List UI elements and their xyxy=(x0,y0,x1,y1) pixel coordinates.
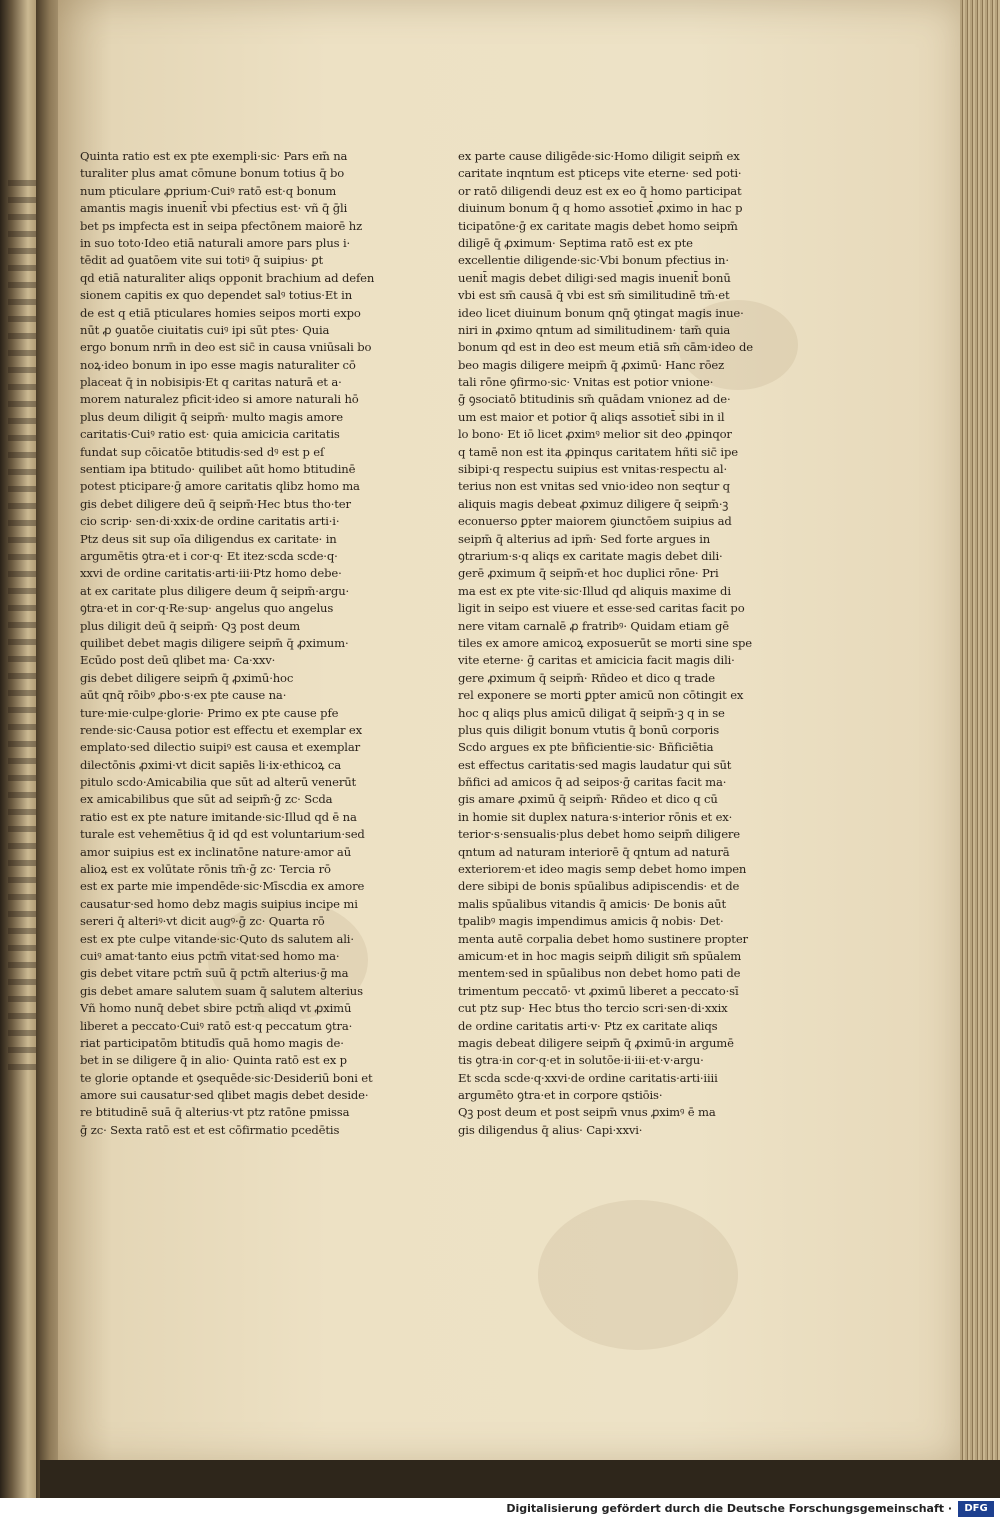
text-line: mentem·sed in spūalibus non debet homo pati de xyxy=(458,966,741,981)
text-line: aūt qnq̄ rōibꝰ ꝓbo·s·ex pte cause na· xyxy=(80,688,287,703)
text-line: tpalibꝰ magis impendimus amicis q̄ nobis· Det· xyxy=(458,914,724,929)
text-line: niri in ꝓximo qntum ad similitudinem· tam̄ quia xyxy=(458,322,731,337)
text-line: de est q etiā pticulares homies seipos morti expo xyxy=(80,305,361,320)
text-line: cio scrip· sen·di·xxix·de ordine caritatis arti·i· xyxy=(80,514,340,529)
text-line: ḡ ꝯsociatō btitudinis sm̄ quādam vnionez ad de· xyxy=(458,392,731,407)
text-line: est effectus caritatis·sed magis laudatur qui sūt xyxy=(458,757,732,772)
text-line: lo bono· Et iō licet ꝓximꝰ melior sit deo ꝓpinqor xyxy=(458,427,732,442)
text-line: diligē q̄ ꝓximum· Septima ratō est ex pte xyxy=(458,235,693,250)
text-line: plus quis diligit bonum vtutis q̄ bonū corporis xyxy=(458,722,720,737)
text-line: nere vitam carnalē ꝓ fratribꝰ· Quidam etiam gē xyxy=(458,618,729,633)
text-line: rel exponere se morti ꝑpter amicū non cōtingit ex xyxy=(458,688,744,703)
text-line: amore sui causatur·sed qlibet magis debet deside· xyxy=(80,1088,369,1103)
text-line: uenit̄ magis debet diligi·sed magis inuenit̄ bonū xyxy=(458,270,731,285)
text-line: turaliter plus amat cōmune bonum totius q̄ bo xyxy=(80,166,345,181)
text-line: tiles ex amore amicoꝝ exposuerūt se morti sine spe xyxy=(458,635,753,650)
text-line: bet ps impfecta est in seipa pfectōnem maiorē hz xyxy=(80,218,363,233)
text-line: gis debet diligere seipm̄ q̄ ꝓximū·hoc xyxy=(80,670,294,685)
text-line: plus deum diligit q̄ seipm̄· multo magis amore xyxy=(80,409,343,424)
text-line: ex parte cause diligēde·sic·Homo diligit seipm̄ ex xyxy=(458,149,740,163)
text-line: um est maior et potior q̄ aliqs assotiet̄ sibi in il xyxy=(458,409,725,424)
text-line: gerē ꝓximum q̄ seipm̄·et hoc duplici rōne· Pri xyxy=(458,566,719,581)
text-line: seipm̄ q̄ alterius ad ipm̄· Sed forte argues in xyxy=(458,531,711,546)
text-line: caritate inqntum est pticeps vite eterne· sed poti· xyxy=(458,166,742,181)
text-line: te glorie optande et ꝯsequēde·sic·Desideriū boni et xyxy=(80,1070,373,1085)
text-line: gis amare ꝓximū q̄ seipm̄· Rñdeo et dico q cū xyxy=(458,792,718,807)
text-line: ma est ex pte vite·sic·Illud qd aliquis maxime di xyxy=(458,583,731,598)
text-line: Ptz deus sit sup oīa diligendus ex caritate· in xyxy=(80,531,337,546)
digitization-credit: Digitalisierung gefördert durch die Deutsche Forschungsgemeinschaft · xyxy=(506,1502,952,1515)
text-line: Quinta ratio est ex pte exempli·sic· Pars em̄ na xyxy=(80,149,348,163)
text-line: ture·mie·culpe·glorie· Primo ex pte cause pfe xyxy=(80,705,339,720)
text-line: cuiꝰ amat·tanto eius pctm̄ vitat·sed homo ma· xyxy=(80,948,340,963)
text-line: vbi est sm̄ causā q̄ vbi est sm̄ similitudinē tm̄·et xyxy=(458,288,730,303)
dfg-logo: DFG xyxy=(958,1501,994,1517)
text-line: causatur·sed homo debz magis suipius incipe mi xyxy=(80,896,358,911)
text-line: argumēto ꝯtra·et in corpore qstiōis· xyxy=(458,1088,663,1103)
text-line: ligit in seipo est viuere et esse·sed caritas facit po xyxy=(458,601,745,616)
text-line: amor suipius est ex inclinatōne nature·amor aū xyxy=(80,844,352,859)
text-line: in homie sit duplex natura·s·interior rōnis et ex· xyxy=(458,809,733,824)
text-line: menta autē corpalia debet homo sustinere propter xyxy=(458,931,748,946)
text-line: malis spūalibus vitandis q̄ amicis· De bonis aūt xyxy=(458,896,726,911)
book-shadow xyxy=(40,1460,1000,1498)
text-line: ticipatōne·ḡ ex caritate magis debet homo seipm̄ xyxy=(458,218,738,233)
text-line: ratio est ex pte nature imitande·sic·Illud qd ē na xyxy=(80,809,357,824)
text-line: potest pticipare·ḡ amore caritatis qlibz homo ma xyxy=(80,479,360,494)
text-line: tali rōne ꝯfirmo·sic· Vnitas est potior vnione· xyxy=(458,375,714,390)
text-line: ideo licet diuinum bonum qnq̄ ꝯtingat magis inue· xyxy=(458,305,744,320)
text-line: bñfici ad amicos q̄ ad seipos·ḡ caritas facit ma· xyxy=(458,775,727,790)
text-line: pitulo scdo·Amicabilia que sūt ad alterū venerūt xyxy=(80,775,357,790)
text-line: sionem capitis ex quo dependet salꝰ totius·Et in xyxy=(80,288,353,303)
text-line: emplato·sed dilectio suipiꝰ est causa et exemplar xyxy=(80,740,360,755)
text-line: bonum qd est in deo est meum etiā sm̄ cām·ideo de xyxy=(458,340,753,355)
text-line: ergo bonum nrm̄ in deo est sic̄ in causa vniūsali bo xyxy=(80,340,372,355)
text-line: ꝯtra·et in cor·q·Re·sup· angelus quo angelus xyxy=(80,601,334,616)
text-line: xxvi de ordine caritatis·arti·iii·Ptz homo debe· xyxy=(80,566,342,581)
text-line: Ecūdo post deū qlibet ma· Ca·xxv· xyxy=(80,653,276,668)
text-column-left xyxy=(80,148,432,1139)
text-line: amicum·et in hoc magis seipm̄ diligit sm̄ spūalem xyxy=(458,948,742,963)
text-line: quilibet debet magis diligere seipm̄ q̄ ꝓximum· xyxy=(80,635,349,650)
text-line: terior·s·sensualis·plus debet homo seipm̄ diligere xyxy=(458,827,741,842)
text-line: Et scda scde·q·xxvi·de ordine caritatis·arti·iiii xyxy=(458,1070,718,1085)
text-line: dere sibipi de bonis spūalibus adipiscendis· et de xyxy=(458,879,740,894)
text-line: caritatis·Cuiꝰ ratio est· quia amicicia caritatis xyxy=(80,427,340,442)
text-line: beo magis diligere meipm̄ q̄ ꝓximū· Hanc rōez xyxy=(458,357,725,372)
text-line: gis debet vitare pctm̄ suū q̄ pctm̄ alterius·ḡ ma xyxy=(80,966,349,981)
text-line: tēdit ad ꝯuatōem vite sui totiꝰ q̄ suipius· ꝑt xyxy=(80,253,323,268)
text-line: Vñ homo nunq̄ debet sbire pctm̄ aliqd vt ꝓximū xyxy=(80,1001,352,1016)
text-line: liberet a peccato·Cuiꝰ ratō est·q peccatum ꝯtra· xyxy=(80,1018,353,1033)
facing-page-edge xyxy=(0,0,40,1498)
text-line: fundat sup cōicatōe btitudis·sed dꝰ est p eſ xyxy=(80,444,325,459)
text-line: or ratō diligendi deuz est ex eo q̄ homo participat xyxy=(458,183,742,198)
text-line: exteriorem·et ideo magis semp debet homo impen xyxy=(458,862,747,877)
text-line: Scdo argues ex pte bñficientie·sic· Bñficiētia xyxy=(458,740,714,755)
text-line: gere ꝓximum q̄ seipm̄· Rñdeo et dico q trade xyxy=(458,670,715,685)
text-line: nūt ꝓ ꝯuatōe ciuitatis cuiꝰ ipi sūt ptes· Quia xyxy=(80,322,330,337)
text-line: gis diligendus q̄ alius· Capi·xxvi· xyxy=(458,1122,643,1137)
text-line: amantis magis inuenit̄ vbi pfectius est· vñ q̄ ḡli xyxy=(80,201,348,216)
text-line: de ordine caritatis arti·v· Ptz ex caritate aliqs xyxy=(458,1018,718,1033)
text-line: sibipi·q respectu suipius est vnitas·respectu al· xyxy=(458,462,727,477)
text-line: placeat q̄ in nobisipis·Et q caritas naturā et a· xyxy=(80,375,342,390)
text-line: riat participatōm btitudīs quā homo magis de· xyxy=(80,1035,344,1050)
text-column-right xyxy=(458,148,810,1139)
text-line: ḡ zc· Sexta ratō est et est cōfirmatio pcedētis xyxy=(80,1122,340,1137)
text-line: sentiam ipa btitudo· quilibet aūt homo btitudinē xyxy=(80,462,356,477)
text-line: hoc q aliqs plus amicū diligat q̄ seipm̄·ꝫ q in se xyxy=(458,705,725,720)
text-line: tis ꝯtra·in cor·q·et in solutōe·ii·iii·et·v·argu· xyxy=(458,1053,704,1068)
text-line: re btitudinē suā q̄ alterius·vt ptz ratōne pmissa xyxy=(80,1105,350,1120)
text-line: diuinum bonum q̄ q homo assotiet̄ ꝓximo in hac p xyxy=(458,201,743,216)
text-line: noꝝ·ideo bonum in ipo esse magis naturaliter cō xyxy=(80,357,356,372)
text-line: dilectōnis ꝓximi·vt dicit sapiēs li·ix·ethicoꝝ ca xyxy=(80,757,341,772)
text-line: econuerso ꝑpter maiorem ꝯiunctōem suipius ad xyxy=(458,514,732,529)
text-line: rende·sic·Causa potior est effectu et exemplar ex xyxy=(80,722,362,737)
text-line: ex amicabilibus que sūt ad seipm̄·ḡ zc· Scda xyxy=(80,792,333,807)
text-line: ꝯtrarium·s·q aliqs ex caritate magis debet dili· xyxy=(458,548,723,563)
text-line: at ex caritate plus diligere deum q̄ seipm̄·argu· xyxy=(80,583,350,598)
text-line: plus diligit deū q̄ seipm̄· Qꝫ post deum xyxy=(80,618,300,633)
text-line: excellentie diligende·sic·Vbi bonum pfectius in· xyxy=(458,253,729,268)
text-line: gis debet diligere deū q̄ seipm̄·Hec btus tho·ter xyxy=(80,496,351,511)
page-block-edge xyxy=(960,0,1000,1498)
text-line: est ex parte mie impendēde·sic·Mīscdia ex amore xyxy=(80,879,365,894)
text-line: magis debeat diligere seipm̄ q̄ ꝓximū·in argumē xyxy=(458,1035,734,1050)
text-line: est ex pte culpe vitande·sic·Quto ds salutem ali· xyxy=(80,931,354,946)
text-line: vite eterne· ḡ caritas et amicicia facit magis dili· xyxy=(458,653,735,668)
text-line: turale est vehemētius q̄ id qd est voluntarium·sed xyxy=(80,827,365,842)
text-line: gis debet amare salutem suam q̄ salutem alterius xyxy=(80,983,363,998)
text-line: aliquis magis debeat ꝓximuz diligere q̄ seipm̄·ꝫ xyxy=(458,496,729,511)
text-line: terius non est vnitas sed vnio·ideo non seqtur q xyxy=(458,479,730,494)
text-line: num pticulare ꝓprium·Cuiꝰ ratō est·q bonum xyxy=(80,183,337,198)
text-line: morem naturalez pficit·ideo si amore naturali hō xyxy=(80,392,359,407)
text-line: trimentum peccatō· vt ꝓximū liberet a peccato·sī xyxy=(458,983,739,998)
text-line: bet in se diligere q̄ in alio· Quinta ratō est ex p xyxy=(80,1053,347,1068)
text-line: cut ptz sup· Hec btus tho tercio scri·sen·di·xxix xyxy=(458,1001,728,1016)
text-line: argumētis ꝯtra·et i cor·q· Et itez·scda scde·q· xyxy=(80,548,338,563)
text-line: Qꝫ post deum et post seipm̄ vnus ꝓximꝰ ē ma xyxy=(458,1105,716,1120)
footer-bar xyxy=(0,1498,1000,1522)
text-line: in suo toto·Ideo etiā naturali amore pars plus i· xyxy=(80,235,351,250)
text-line: sereri q̄ alteriꝰ·vt dicit augꝰ·ḡ zc· Quarta rō xyxy=(80,914,325,929)
text-line: q tamē non est ita ꝓpinqus caritatem hñti sic̄ ipe xyxy=(458,444,738,459)
text-line: qd etiā naturaliter aliqs opponit brachium ad defen xyxy=(80,270,375,285)
text-line: alioꝝ est ex volūtate rōnis tm̄·ḡ zc· Tercia rō xyxy=(80,862,331,877)
text-line: qntum ad naturam interiorē q̄ qntum ad naturā xyxy=(458,844,730,859)
